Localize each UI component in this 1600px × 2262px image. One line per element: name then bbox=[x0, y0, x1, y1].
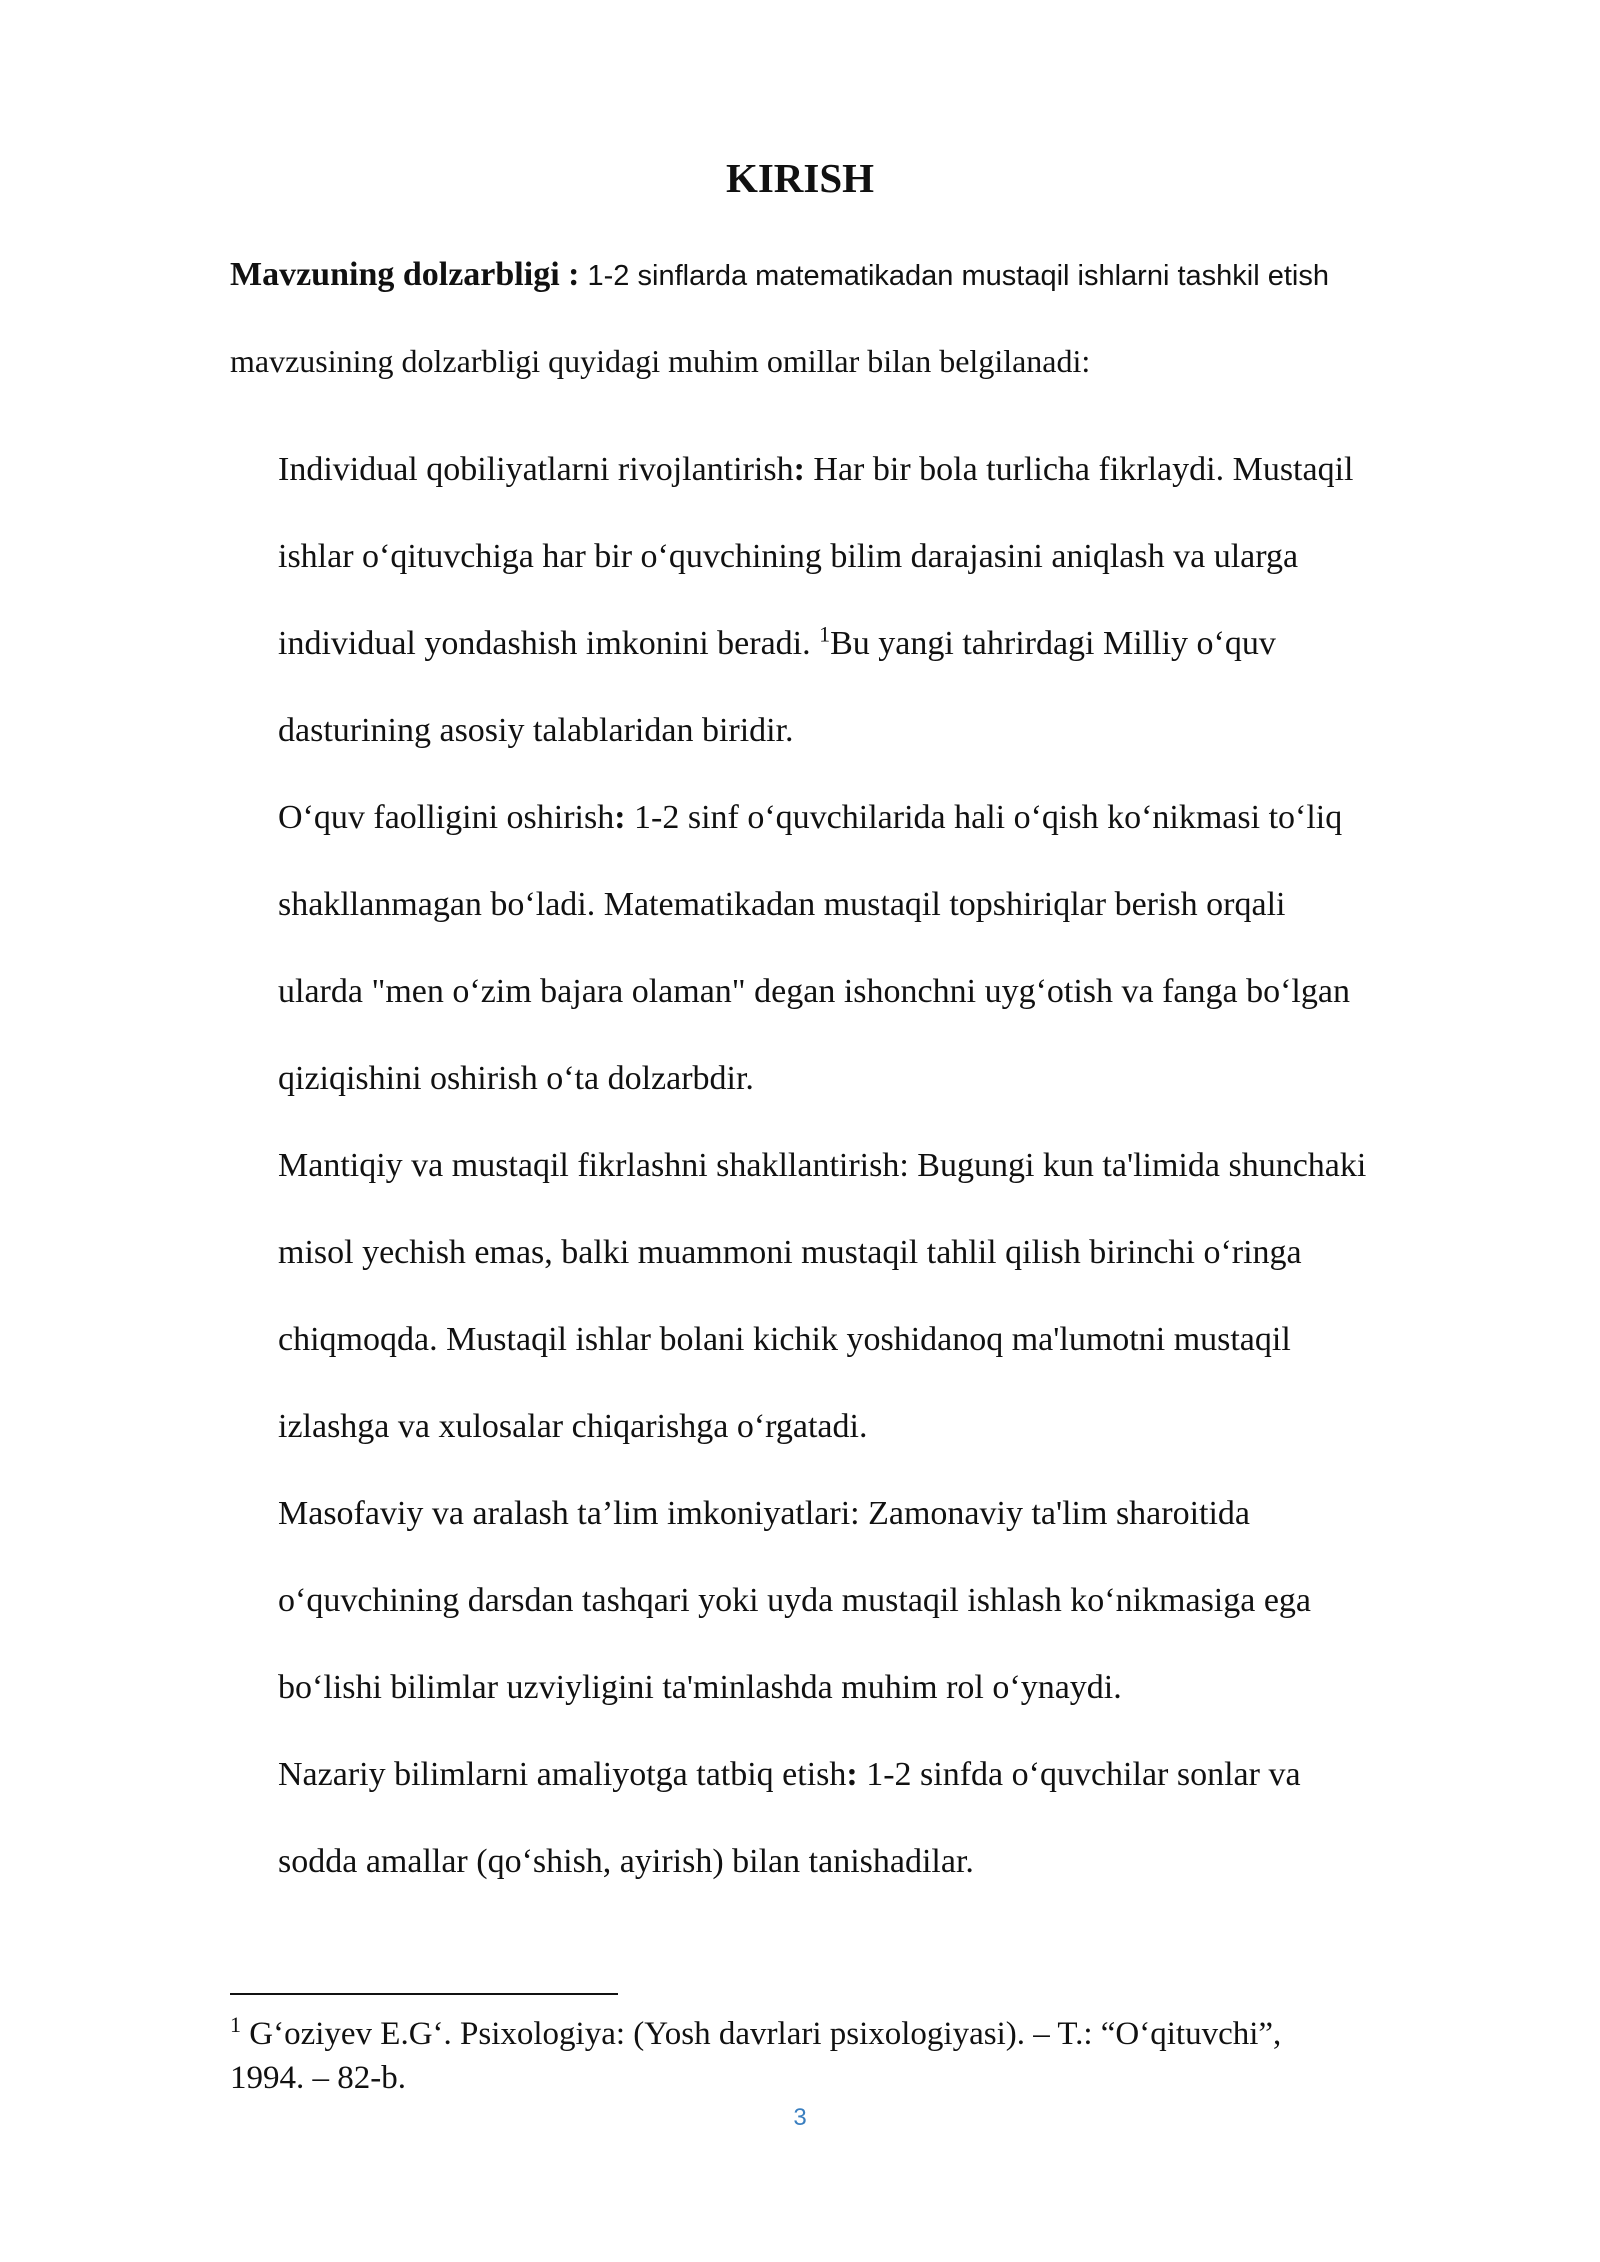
factors-list bbox=[278, 444, 1528, 1923]
page-title: KIRISH bbox=[725, 155, 875, 201]
item-1-rest: Har bir bola turlicha fikrlaydi. Mustaqil bbox=[804, 451, 1354, 488]
footnote-text: G‘oziyev E.G‘. Psixologiya: (Yosh davrlari psixologiyasi). – T.: “O‘qituvchi”, bbox=[241, 2016, 1282, 2052]
item-1-line-3-post: Bu yangi tahrirdagi Milliy o‘quv bbox=[830, 625, 1276, 662]
item-3-line-3: chiqmoqda. Mustaqil ishlar bolani kichik yoshidanoq ma'lumotni mustaqil bbox=[278, 1321, 1291, 1358]
item-3-line-2: misol yechish emas, balki muammoni mustaqil tahlil qilish birinchi o‘ringa bbox=[278, 1234, 1302, 1271]
item-5-colon: : bbox=[846, 1756, 858, 1793]
intro-line-2: mavzusining dolzarbligi quyidagi muhim omillar bilan belgilanadi: bbox=[230, 343, 1091, 379]
item-1-colon: : bbox=[793, 451, 805, 488]
footnote-separator bbox=[230, 1993, 618, 1995]
footnote-reference[interactable]: 1 bbox=[819, 621, 831, 647]
intro-lead: Mavzuning dolzarbligi : bbox=[230, 256, 580, 293]
item-3-line-4: izlashga va xulosalar chiqarishga o‘rgatadi. bbox=[278, 1408, 868, 1445]
item-4-line-2: o‘quvchining darsdan tashqari yoki uyda mustaqil ishlash ko‘nikmasiga ega bbox=[278, 1582, 1312, 1619]
item-2-line-3: ularda "men o‘zim bajara olaman" degan ishonchni uyg‘otish va fanga bo‘lgan bbox=[278, 973, 1350, 1010]
item-1-line-3 bbox=[278, 618, 1528, 705]
item-5-rest: 1-2 sinfda o‘quvchilar sonlar va bbox=[857, 1756, 1301, 1793]
item-3-line-1: Mantiqiy va mustaqil fikrlashni shakllantirish: Bugungi kun ta'limida shunchaki bbox=[278, 1147, 1367, 1184]
intro-lead-rest: 1-2 sinflarda matematikadan mustaqil ishlarni tashkil etish bbox=[579, 260, 1329, 292]
item-1-line-3-pre: individual yondashish imkonini beradi. bbox=[278, 625, 820, 662]
footnote-number: 1 bbox=[230, 2012, 241, 2037]
footnote bbox=[230, 2012, 1520, 2100]
item-2-rest: 1-2 sinf o‘quvchilarida hali o‘qish ko‘nikmasi to‘liq bbox=[625, 799, 1343, 836]
footnote-text-line-2: 1994. – 82-b. bbox=[230, 2060, 406, 2096]
item-1-line-4: dasturining asosiy talablaridan biridir. bbox=[278, 712, 794, 749]
item-2-line-2: shakllanmagan bo‘ladi. Matematikadan mustaqil topshiriqlar berish orqali bbox=[278, 886, 1286, 923]
page-number: 3 bbox=[793, 2104, 807, 2131]
intro-paragraph bbox=[230, 248, 1520, 422]
item-5-line-1 bbox=[278, 1749, 1528, 1836]
intro-line-1 bbox=[230, 248, 1520, 335]
item-5-line-2: sodda amallar (qo‘shish, ayirish) bilan tanishadilar. bbox=[278, 1843, 974, 1880]
item-2-colon: : bbox=[614, 799, 626, 836]
item-1-term: Individual qobiliyatlarni rivojlantirish bbox=[278, 451, 794, 488]
item-4-line-3: bo‘lishi bilimlar uzviyligini ta'minlashda muhim rol o‘ynaydi. bbox=[278, 1669, 1122, 1706]
item-2-line-1 bbox=[278, 792, 1528, 879]
item-1-line-2: ishlar o‘qituvchiga har bir o‘quvchining bilim darajasini aniqlash va ularga bbox=[278, 538, 1299, 575]
item-1-line-1 bbox=[278, 444, 1528, 531]
item-2-line-4: qiziqishini oshirish o‘ta dolzarbdir. bbox=[278, 1060, 754, 1097]
item-4-line-1: Masofaviy va aralash ta’lim imkoniyatlari: Zamonaviy ta'lim sharoitida bbox=[278, 1495, 1251, 1532]
item-2-term: O‘quv faolligini oshirish bbox=[278, 799, 615, 836]
item-5-term: Nazariy bilimlarni amaliyotga tatbiq etish bbox=[278, 1756, 847, 1793]
